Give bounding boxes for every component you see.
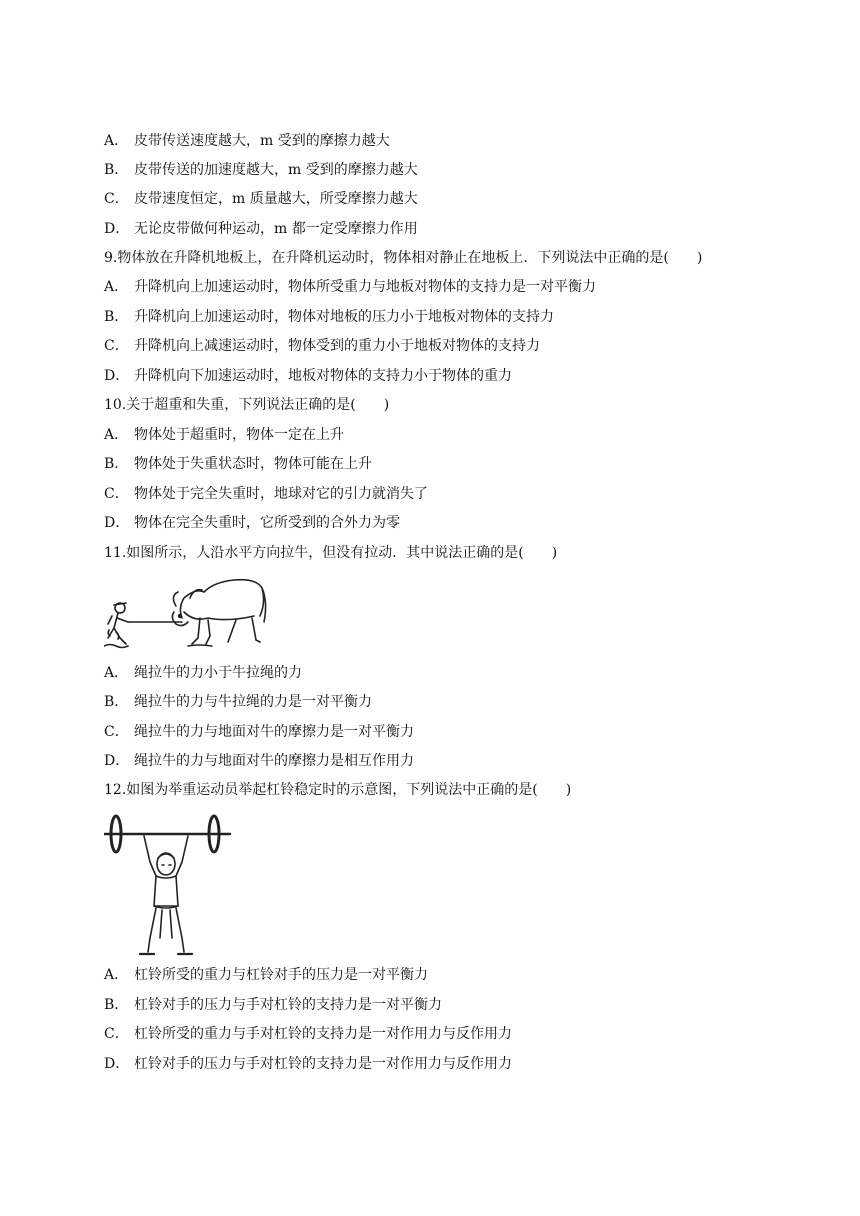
option-letter: D． (104, 1056, 130, 1072)
option-text: 皮带传送速度越大，m 受到的摩擦力越大 (134, 133, 390, 149)
option-letter: B． (104, 309, 129, 325)
option-letter: A． (104, 967, 129, 983)
option-letter: A． (104, 427, 129, 443)
option-text: 皮带速度恒定，m 质量越大，所受摩擦力越大 (134, 191, 418, 207)
man-pulling-ox-illustration (104, 572, 270, 654)
option-text: 升降机向上减速运动时，物体受到的重力小于地板对物体的支持力 (134, 338, 540, 354)
option-text: 杠铃所受的重力与手对杠铃的支持力是一对作用力与反作用力 (134, 1026, 512, 1042)
option-text: 物体处于超重时，物体一定在上升 (134, 427, 344, 443)
q12-option-b (104, 996, 442, 1014)
option-letter: D． (104, 515, 130, 531)
option-text: 皮带传送的加速度越大，m 受到的摩擦力越大 (134, 162, 418, 178)
q11-option-c (104, 723, 414, 741)
q9-stem: 9.物体放在升降机地板上，在升降机运动时，物体相对静止在地板上．下列说法中正确的是( ) (104, 250, 703, 266)
q10-option-b (104, 455, 372, 473)
option-letter: C． (104, 724, 129, 740)
option-letter: B． (104, 456, 129, 472)
option-letter: C． (104, 486, 129, 502)
q8-option-a (104, 132, 390, 150)
q9-option-c (104, 337, 540, 355)
q12-option-d (104, 1055, 512, 1073)
q12-option-c (104, 1025, 512, 1043)
option-letter: C． (104, 191, 129, 207)
option-letter: B． (104, 162, 129, 178)
option-text: 升降机向下加速运动时，地板对物体的支持力小于物体的重力 (134, 368, 512, 384)
option-text: 无论皮带做何种运动，m 都一定受摩擦力作用 (134, 221, 418, 237)
option-text: 绳拉牛的力与地面对牛的摩擦力是相互作用力 (134, 753, 414, 769)
option-letter: D． (104, 221, 130, 237)
q10-option-d (104, 514, 400, 532)
option-letter: C． (104, 338, 129, 354)
weightlifter-illustration (104, 810, 232, 960)
option-text: 物体处于完全失重时，地球对它的引力就消失了 (134, 486, 428, 502)
option-letter: D． (104, 753, 130, 769)
q11-option-a (104, 664, 302, 682)
option-text: 物体在完全失重时，它所受到的合外力为零 (134, 515, 400, 531)
q10-option-c (104, 485, 428, 503)
q11-option-d (104, 752, 414, 770)
option-letter: B． (104, 694, 129, 710)
q9-option-d (104, 367, 512, 385)
option-letter: A． (104, 133, 129, 149)
q9-option-a (104, 278, 596, 296)
option-letter: A． (104, 279, 129, 295)
q12-stem: 12.如图为举重运动员举起杠铃稳定时的示意图，下列说法中正确的是( ) (104, 782, 572, 798)
q9-option-b (104, 308, 554, 326)
option-text: 杠铃对手的压力与手对杠铃的支持力是一对作用力与反作用力 (134, 1056, 512, 1072)
q8-option-d (104, 220, 418, 238)
option-letter: D． (104, 368, 130, 384)
q10-stem: 10.关于超重和失重，下列说法正确的是( ) (104, 397, 390, 413)
q11-stem: 11.如图所示，人沿水平方向拉牛，但没有拉动．其中说法正确的是( ) (104, 545, 558, 561)
option-text: 杠铃对手的压力与手对杠铃的支持力是一对平衡力 (134, 997, 442, 1013)
option-letter: A． (104, 665, 129, 681)
q11-option-b (104, 693, 372, 711)
option-letter: B． (104, 997, 129, 1013)
option-text: 升降机向上加速运动时，物体所受重力与地板对物体的支持力是一对平衡力 (134, 279, 596, 295)
q10-option-a (104, 426, 344, 444)
option-text: 升降机向上加速运动时，物体对地板的压力小于地板对物体的支持力 (134, 309, 554, 325)
q8-option-c (104, 190, 418, 208)
q12-option-a (104, 966, 428, 984)
q8-option-b (104, 161, 418, 179)
option-text: 绳拉牛的力小于牛拉绳的力 (134, 665, 302, 681)
option-text: 杠铃所受的重力与杠铃对手的压力是一对平衡力 (134, 967, 428, 983)
option-letter: C． (104, 1026, 129, 1042)
option-text: 绳拉牛的力与牛拉绳的力是一对平衡力 (134, 694, 372, 710)
option-text: 绳拉牛的力与地面对牛的摩擦力是一对平衡力 (134, 724, 414, 740)
option-text: 物体处于失重状态时，物体可能在上升 (134, 456, 372, 472)
